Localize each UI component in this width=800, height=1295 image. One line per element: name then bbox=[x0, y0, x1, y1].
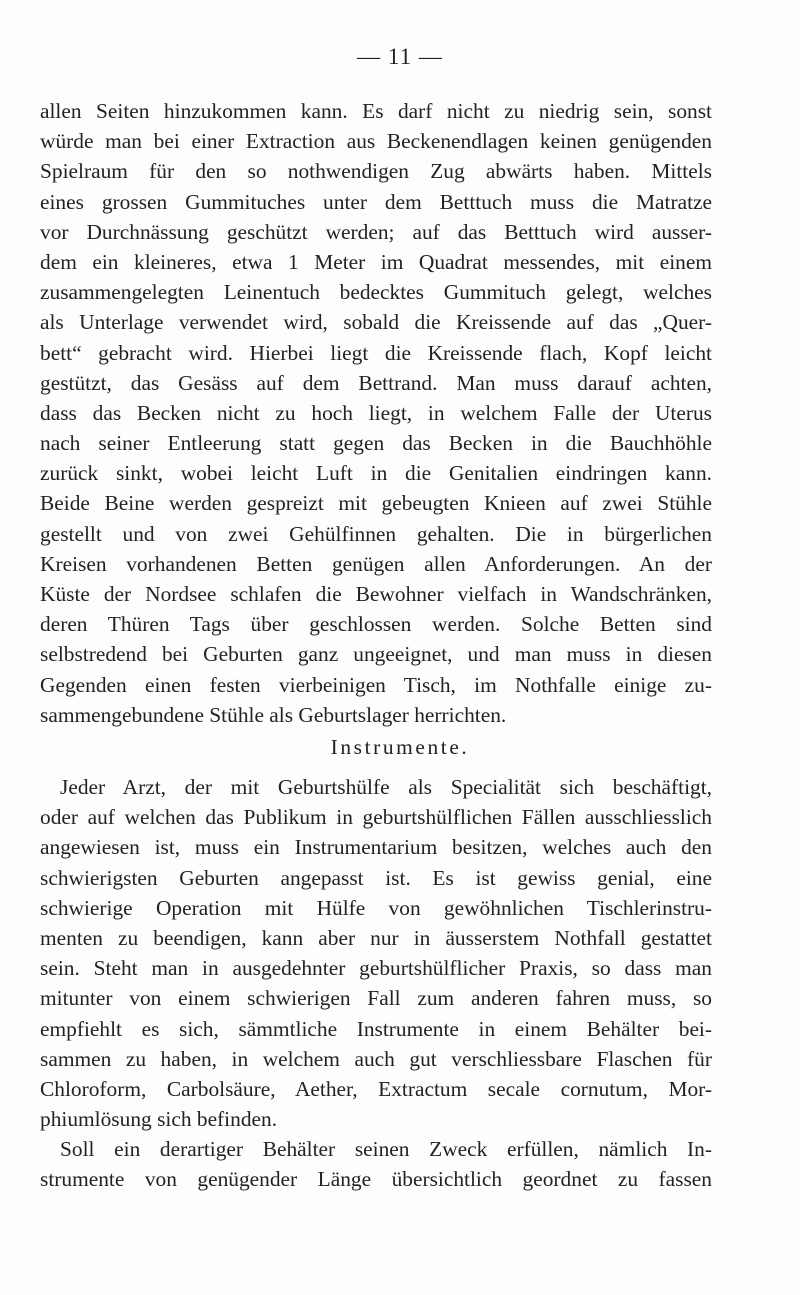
text-line: mitunter von einem schwierigen Fall zum anderen fahren muss, so bbox=[40, 986, 712, 1011]
text-line: Chloroform, Carbolsäure, Aether, Extractum secale cornutum, Mor- bbox=[40, 1076, 712, 1101]
text-line: angewiesen ist, muss ein Instrumentarium besitzen, welches auch den bbox=[40, 835, 712, 860]
text-line: phiumlösung sich befinden. bbox=[40, 1107, 278, 1132]
text-line: empfiehlt es sich, sämmtliche Instrumente in einem Behälter bei- bbox=[40, 1016, 712, 1041]
text-line: vor Durchnässung geschützt werden; auf das Betttuch wird ausser- bbox=[40, 219, 712, 244]
text-line: sein. Steht man in ausgedehnter geburtshülflicher Praxis, so dass man bbox=[40, 956, 712, 981]
text-line: strumente von genügender Länge übersichtlich geordnet zu fassen bbox=[40, 1167, 712, 1192]
text-line: Küste der Nordsee schlafen die Bewohner vielfach in Wandschränken, bbox=[40, 582, 712, 606]
text-line: würde man bei einer Extraction aus Beckenendlagen keinen genügenden bbox=[40, 129, 712, 154]
text-line: Kreisen vorhandenen Betten genügen allen Anforderungen. An der bbox=[40, 551, 712, 576]
text-line: schwierigsten Geburten angepasst ist. Es ist gewiss genial, eine bbox=[40, 865, 712, 890]
text-line: sammengebundene Stühle als Geburtslager herrichten. bbox=[40, 702, 507, 727]
text-line: Beide Beine werden gespreizt mit gebeugten Knieen auf zwei Stühle bbox=[40, 491, 712, 516]
text-line: deren Thüren Tags über geschlossen werden. Solche Betten sind bbox=[40, 612, 712, 637]
text-line: Spielraum für den so nothwendigen Zug abwärts haben. Mittels bbox=[40, 159, 712, 184]
text-line: Jeder Arzt, der mit Geburtshülfe als Specialität sich beschäftigt, bbox=[60, 775, 712, 799]
text-line: zusammengelegten Leinentuch bedecktes Gummituch gelegt, welches bbox=[40, 280, 712, 305]
text-line: menten zu beendigen, kann aber nur in äusserstem Nothfall gestattet bbox=[40, 925, 712, 950]
section-heading: Instrumente. bbox=[330, 735, 470, 759]
text-line: als Unterlage verwendet wird, sobald die Kreissende auf das „Quer- bbox=[40, 310, 712, 335]
paragraph-3 bbox=[40, 1134, 712, 1194]
text-line: oder auf welchen das Publikum in geburtshülflichen Fällen ausschliesslich bbox=[40, 805, 712, 830]
text-line: Gegenden einen festen vierbeinigen Tisch, im Nothfalle einige zu- bbox=[40, 672, 712, 697]
text-line: nach seiner Entleerung statt gegen das Becken in die Bauchhöhle bbox=[40, 431, 712, 456]
text-line: sammen zu haben, in welchem auch gut verschliessbare Flaschen für bbox=[40, 1046, 712, 1071]
text-line: zurück sinkt, wobei leicht Luft in die Genitalien eindringen kann. bbox=[40, 461, 712, 486]
text-line: gestellt und von zwei Gehülfinnen gehalten. Die in bürgerlichen bbox=[40, 521, 712, 546]
text-line: allen Seiten hinzukommen kann. Es darf nicht zu niedrig sein, sonst bbox=[40, 99, 712, 123]
text-line: schwierige Operation mit Hülfe von gewöhnlichen Tischlerinstru- bbox=[40, 895, 712, 920]
text-line: selbstredend bei Geburten ganz ungeeignet, und man muss in diesen bbox=[40, 642, 712, 667]
page-number: — 11 — bbox=[357, 44, 443, 69]
text-line: Soll ein derartiger Behälter seinen Zweck erfüllen, nämlich In- bbox=[60, 1137, 712, 1161]
text-line: gestützt, das Gesäss auf dem Bettrand. Man muss darauf achten, bbox=[40, 370, 712, 395]
text-line: bett“ gebracht wird. Hierbei liegt die Kreissende flach, Kopf leicht bbox=[40, 340, 712, 365]
text-line: dass das Becken nicht zu hoch liegt, in welchem Falle der Uterus bbox=[40, 400, 712, 425]
paragraph-2 bbox=[40, 772, 712, 1134]
text-line: dem ein kleineres, etwa 1 Meter im Quadrat messendes, mit einem bbox=[40, 249, 712, 274]
paragraph-1 bbox=[40, 96, 712, 730]
text-line: eines grossen Gummituches unter dem Betttuch muss die Matratze bbox=[40, 189, 712, 214]
